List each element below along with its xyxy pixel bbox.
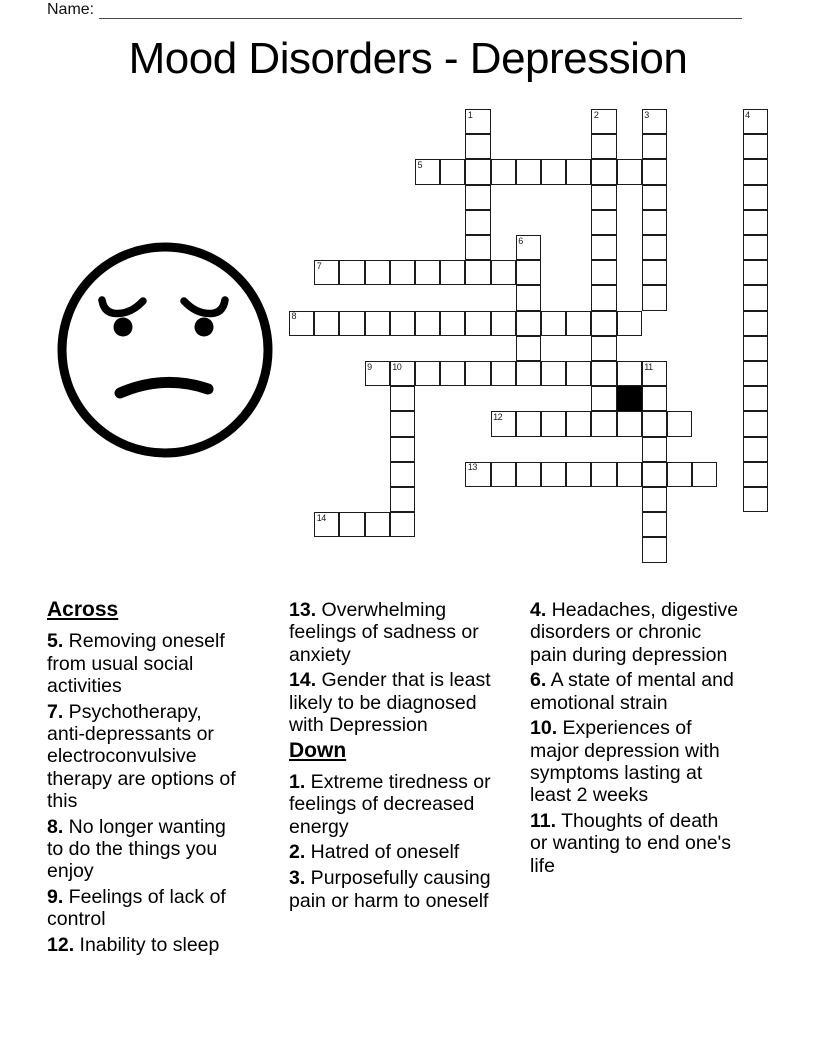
grid-cell[interactable] (591, 336, 616, 361)
clue-a9: 9. Feelings of lack of control (47, 886, 226, 931)
grid-cell[interactable] (667, 462, 692, 487)
clue-d1: 1. Extreme tiredness or feelings of decreased energy (289, 771, 491, 838)
grid-cell[interactable] (365, 260, 390, 285)
grid-cell[interactable] (591, 462, 616, 487)
clue-column-2 (289, 599, 492, 915)
grid-cell[interactable] (743, 109, 768, 134)
clue-a7: 7. Psychotherapy, anti-depressants or electroconvulsive therapy are options of this (47, 700, 236, 812)
grid-cell[interactable] (642, 361, 667, 386)
grid-cell[interactable] (465, 159, 490, 184)
grid-cell[interactable] (415, 361, 440, 386)
clue-number-label: 14 (316, 512, 326, 523)
grid-cell[interactable] (642, 109, 667, 134)
grid-cell[interactable] (440, 159, 465, 184)
clue-d4: 4. Headaches, digestive disorders or chronic pain during depression (530, 599, 739, 666)
name-fill-line[interactable] (99, 3, 742, 19)
grid-cell[interactable] (516, 361, 541, 386)
grid-cell[interactable] (390, 411, 415, 436)
grid-cell[interactable] (566, 411, 591, 436)
grid-cell[interactable] (642, 386, 667, 411)
clue-a14: 14. Gender that is least likely to be diagnosed with Depression (289, 669, 491, 736)
clue-number: 7. (47, 700, 64, 723)
grid-cell[interactable] (743, 487, 768, 512)
grid-cell[interactable] (642, 185, 667, 210)
grid-cell[interactable] (591, 411, 616, 436)
grid-cell[interactable] (465, 260, 490, 285)
grid-cell[interactable] (743, 437, 768, 462)
left-eyebrow (102, 300, 143, 314)
grid-cell[interactable] (390, 487, 415, 512)
right-eye (195, 318, 214, 337)
clue-number: 9. (47, 886, 64, 909)
left-eye (114, 318, 133, 337)
grid-cell[interactable] (642, 235, 667, 260)
grid-cell[interactable] (289, 311, 314, 336)
clue-a13: 13. Overwhelming feelings of sadness or anxiety (289, 599, 479, 666)
grid-cell[interactable] (591, 386, 616, 411)
grid-cell[interactable] (566, 311, 591, 336)
clue-a12: 12. Inability to sleep (47, 934, 220, 957)
grid-cell[interactable] (642, 537, 667, 562)
grid-cell[interactable] (516, 285, 541, 310)
grid-cell[interactable] (516, 260, 541, 285)
grid-cell[interactable] (591, 109, 616, 134)
grid-cell[interactable] (743, 285, 768, 310)
grid-cell[interactable] (743, 260, 768, 285)
grid-cell[interactable] (465, 210, 490, 235)
grid-cell[interactable] (617, 462, 642, 487)
clue-d3: 3. Purposefully causing pain or harm to oneself (289, 867, 491, 912)
grid-cell[interactable] (365, 512, 390, 537)
clue-number: 2. (289, 841, 306, 864)
grid-cell[interactable] (516, 311, 541, 336)
grid-cell[interactable] (541, 311, 566, 336)
clue-a8: 8. No longer wanting to do the things you enjoy (47, 815, 226, 883)
grid-cell[interactable] (591, 185, 616, 210)
grid-cell[interactable] (314, 512, 339, 537)
grid-cell[interactable] (465, 311, 490, 336)
grid-cell[interactable] (314, 260, 339, 285)
grid-cell[interactable] (743, 462, 768, 487)
grid-cell[interactable] (491, 462, 516, 487)
grid-cell[interactable] (415, 311, 440, 336)
clue-number: 14. (289, 669, 317, 692)
clue-number-label: 6 (518, 235, 523, 246)
clue-number: 1. (289, 771, 306, 794)
clue-column-1 (47, 599, 239, 960)
grid-cell[interactable] (516, 159, 541, 184)
clue-number: 4. (530, 599, 547, 621)
grid-cell[interactable] (440, 361, 465, 386)
grid-cell[interactable] (541, 159, 566, 184)
clue-number-label: 13 (467, 462, 477, 473)
grid-cell[interactable] (491, 159, 516, 184)
clue-number-label: 7 (316, 260, 322, 271)
clue-number-label: 11 (644, 361, 653, 372)
clue-number: 3. (289, 867, 306, 890)
grid-cell[interactable] (642, 512, 667, 537)
grid-cell[interactable] (491, 411, 516, 436)
clue-d11: 11. Thoughts of death or wanting to end one's life (530, 810, 732, 877)
clue-number-label: 10 (392, 361, 402, 372)
clue-number-label: 3 (644, 109, 649, 120)
grid-cell[interactable] (591, 285, 616, 310)
grid-cell[interactable] (566, 462, 591, 487)
grid-cell[interactable] (591, 235, 616, 260)
grid-cell[interactable] (365, 361, 390, 386)
grid-cell[interactable] (743, 361, 768, 386)
frown-mouth (120, 382, 208, 393)
grid-cell[interactable] (743, 336, 768, 361)
grid-cell[interactable] (415, 260, 440, 285)
grid-cell[interactable] (365, 311, 390, 336)
clue-number-label: 9 (367, 361, 372, 372)
grid-cell[interactable] (516, 235, 541, 260)
grid-cell[interactable] (743, 134, 768, 159)
grid-cell[interactable] (491, 361, 516, 386)
grid-cell[interactable] (743, 210, 768, 235)
grid-cell[interactable] (591, 210, 616, 235)
down-heading: Down (289, 738, 347, 762)
grid-cell[interactable] (465, 185, 490, 210)
clue-number: 13. (289, 599, 317, 621)
grid-cell[interactable] (642, 159, 667, 184)
clue-number: 8. (47, 815, 64, 838)
grid-cell[interactable] (642, 285, 667, 310)
grid-cell[interactable] (516, 411, 541, 436)
grid-cell[interactable] (642, 411, 667, 436)
clue-a5: 5. Removing oneself from usual social activities (47, 630, 225, 697)
grid-cell[interactable] (743, 159, 768, 184)
grid-cell[interactable] (743, 185, 768, 210)
grid-cell[interactable] (591, 311, 616, 336)
grid-cell[interactable] (465, 462, 490, 487)
grid-cell[interactable] (541, 462, 566, 487)
grid-cell[interactable] (465, 361, 490, 386)
grid-cell[interactable] (440, 260, 465, 285)
name-label: Name: (47, 1, 95, 18)
grid-cell[interactable] (591, 361, 616, 386)
grid-cell[interactable] (390, 386, 415, 411)
grid-cell[interactable] (743, 411, 768, 436)
clue-column-3 (530, 599, 741, 881)
grid-cell[interactable] (339, 512, 364, 537)
grid-cell[interactable] (390, 437, 415, 462)
clue-number: 11. (530, 810, 557, 833)
grid-cell[interactable] (642, 462, 667, 487)
grid-cell[interactable] (642, 210, 667, 235)
right-eyebrow (184, 300, 225, 314)
grid-cell[interactable] (617, 411, 642, 436)
grid-cell[interactable] (743, 386, 768, 411)
grid-cell[interactable] (541, 361, 566, 386)
grid-cell[interactable] (390, 260, 415, 285)
grid-cell[interactable] (465, 235, 490, 260)
grid-cell[interactable] (491, 260, 516, 285)
grid-cell[interactable] (642, 134, 667, 159)
grid-cell[interactable] (642, 260, 667, 285)
grid-cell[interactable] (692, 462, 717, 487)
clue-number-label: 4 (745, 109, 750, 120)
clue-d6: 6. A state of mental and emotional strain (530, 669, 734, 714)
grid-cell[interactable] (591, 159, 616, 184)
clue-number-label: 1 (467, 109, 473, 120)
grid-cell[interactable] (465, 109, 490, 134)
clue-d10: 10. Experiences of major depression with symptoms lasting at least 2 weeks (530, 717, 720, 807)
clue-number: 6. (530, 669, 547, 692)
grid-cell[interactable] (566, 361, 591, 386)
grid-cell[interactable] (491, 311, 516, 336)
grid-cell[interactable] (314, 311, 339, 336)
grid-cell[interactable] (339, 311, 364, 336)
clue-number-label: 2 (593, 109, 599, 120)
clue-number: 12. (47, 934, 75, 957)
clue-number-label: 8 (291, 311, 297, 322)
grid-cell[interactable] (541, 411, 566, 436)
grid-cell[interactable] (743, 311, 768, 336)
grid-cell[interactable] (390, 512, 415, 537)
across-heading: Across (47, 598, 119, 621)
grid-cell[interactable] (743, 235, 768, 260)
clue-number: 10. (530, 717, 558, 740)
grid-cell[interactable] (591, 134, 616, 159)
grid-cell[interactable] (415, 159, 440, 184)
grid-cell[interactable] (465, 134, 490, 159)
grid-cell[interactable] (339, 260, 364, 285)
crossword-grid (289, 109, 768, 563)
clue-number-label: 12 (493, 411, 503, 422)
grid-cell[interactable] (390, 311, 415, 336)
page-title: Mood Disorders - Depression (128, 34, 688, 83)
grid-cell[interactable] (617, 159, 642, 184)
clue-number-label: 5 (417, 159, 423, 170)
grid-cell[interactable] (642, 437, 667, 462)
grid-cell[interactable] (440, 311, 465, 336)
grid-cell[interactable] (566, 159, 591, 184)
grid-cell[interactable] (617, 311, 642, 336)
grid-cell[interactable] (591, 260, 616, 285)
clue-number: 5. (47, 630, 64, 653)
sad-face-icon (47, 236, 283, 468)
grid-cell[interactable] (516, 462, 541, 487)
grid-cell[interactable] (390, 462, 415, 487)
grid-cell[interactable] (642, 487, 667, 512)
grid-cell[interactable] (617, 361, 642, 386)
black-cell (617, 386, 642, 411)
grid-cell[interactable] (390, 361, 415, 386)
clue-d2: 2. Hatred of oneself (289, 841, 460, 864)
grid-cell[interactable] (516, 336, 541, 361)
face-outline (62, 247, 268, 453)
grid-cell[interactable] (667, 411, 692, 436)
